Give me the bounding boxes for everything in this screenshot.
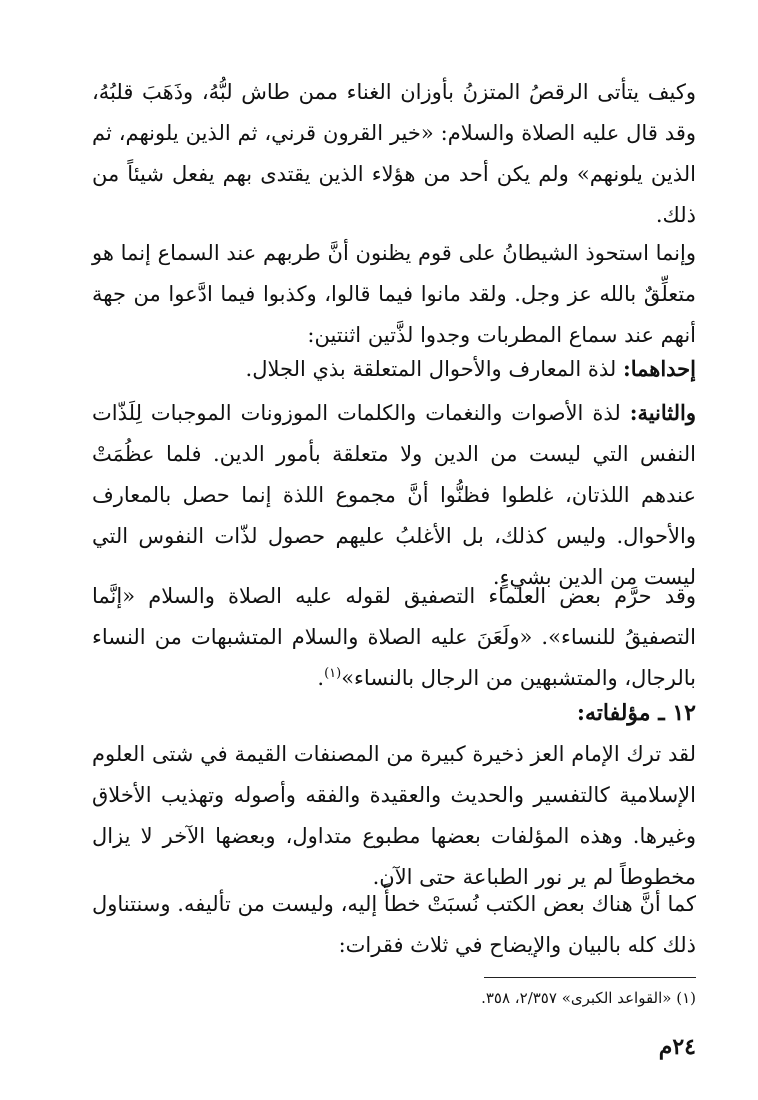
paragraph-misattributed: كما أنَّ هناك بعض الكتب نُسبَتْ خطأً إليه، وليست من تأليفه. وسنتناول ذلك كله بالبيان والإيضاح في ثلاث فقرات: [92, 892, 696, 957]
first-text: لذة المعارف والأحوال المتعلقة بذي الجلال. [245, 357, 623, 381]
footnote-reference: (١) [324, 666, 342, 681]
clapping-text: وقد حرَّم بعض العلماء التصفيق لقوله عليه الصلاة والسلام «إنَّما التصفيقُ للنساء». «ولَعَنَ عليه الصلاة والسلام المتشبهات من النساء بالرجال، والمتشبهين من الرجال بالنساء» [92, 584, 696, 690]
footnote-divider [484, 977, 696, 978]
paragraph-works: لقد ترك الإمام العز ذخيرة كبيرة من المصنفات القيمة في شتى العلوم الإسلامية كالتفسير والحديث والعقيدة والفقه وأصوله وتهذيب الأخلاق وغيرها. وهذه المؤلفات بعضها مطبوع متداول، وبعضها الآخر لا يزال مخطوطاً لم ير نور الطباعة حتى الآن. [92, 742, 696, 889]
footnote: (١) «القواعد الكبرى» ٢/٣٥٧، ٣٥٨. [481, 989, 696, 1007]
second-text: لذة الأصوات والنغمات والكلمات الموزونات الموجبات لِلَذّات النفس التي ليست من الدين ولا متعلقة بأمور الدين. فلما عظُمَتْ عندهم اللذتان، غلطوا فظنُّوا أنَّ مجموع اللذة إنما حصل بالمعارف والأحوال. وليس كذلك، بل الأغلبُ عليهم حصول لذّات النفوس التي ليست من الدين بشيءٍ. [92, 401, 696, 589]
paragraph-second-pleasure [92, 392, 696, 598]
paragraph-2: وإنما استحوذ الشيطانُ على قوم يظنون أنَّ طربهم عند السماع إنما هو متعلِّقٌ بالله عز وجل. ولقد مانوا فيما قالوا، وكذبوا فيما ادَّعوا من جهة أنهم عند سماع المطربات وجدوا لذَّتين اثنتين: [92, 241, 696, 347]
section-heading: ١٢ ـ مؤلفاته: [576, 700, 696, 726]
second-label: والثانية: [629, 400, 696, 425]
paragraph-first-pleasure [92, 348, 696, 390]
paragraph-clapping [92, 576, 696, 699]
first-label: إحداهما: [622, 356, 696, 381]
paragraph-1: وكيف يتأتى الرقصُ المتزنُ بأوزان الغناء ممن طاش لبُّهُ، وذَهَبَ قلبُهُ، وقد قال عليه الصلاة والسلام: «خير القرون قرني، ثم الذين يلونهم، ثم الذين يلونهم» ولم يكن أحد من هؤلاء الذين يقتدى بهم يفعل شيئاً من ذلك. [92, 80, 696, 227]
page-number: ٢٤م [658, 1034, 696, 1060]
clapping-end: . [317, 666, 325, 690]
